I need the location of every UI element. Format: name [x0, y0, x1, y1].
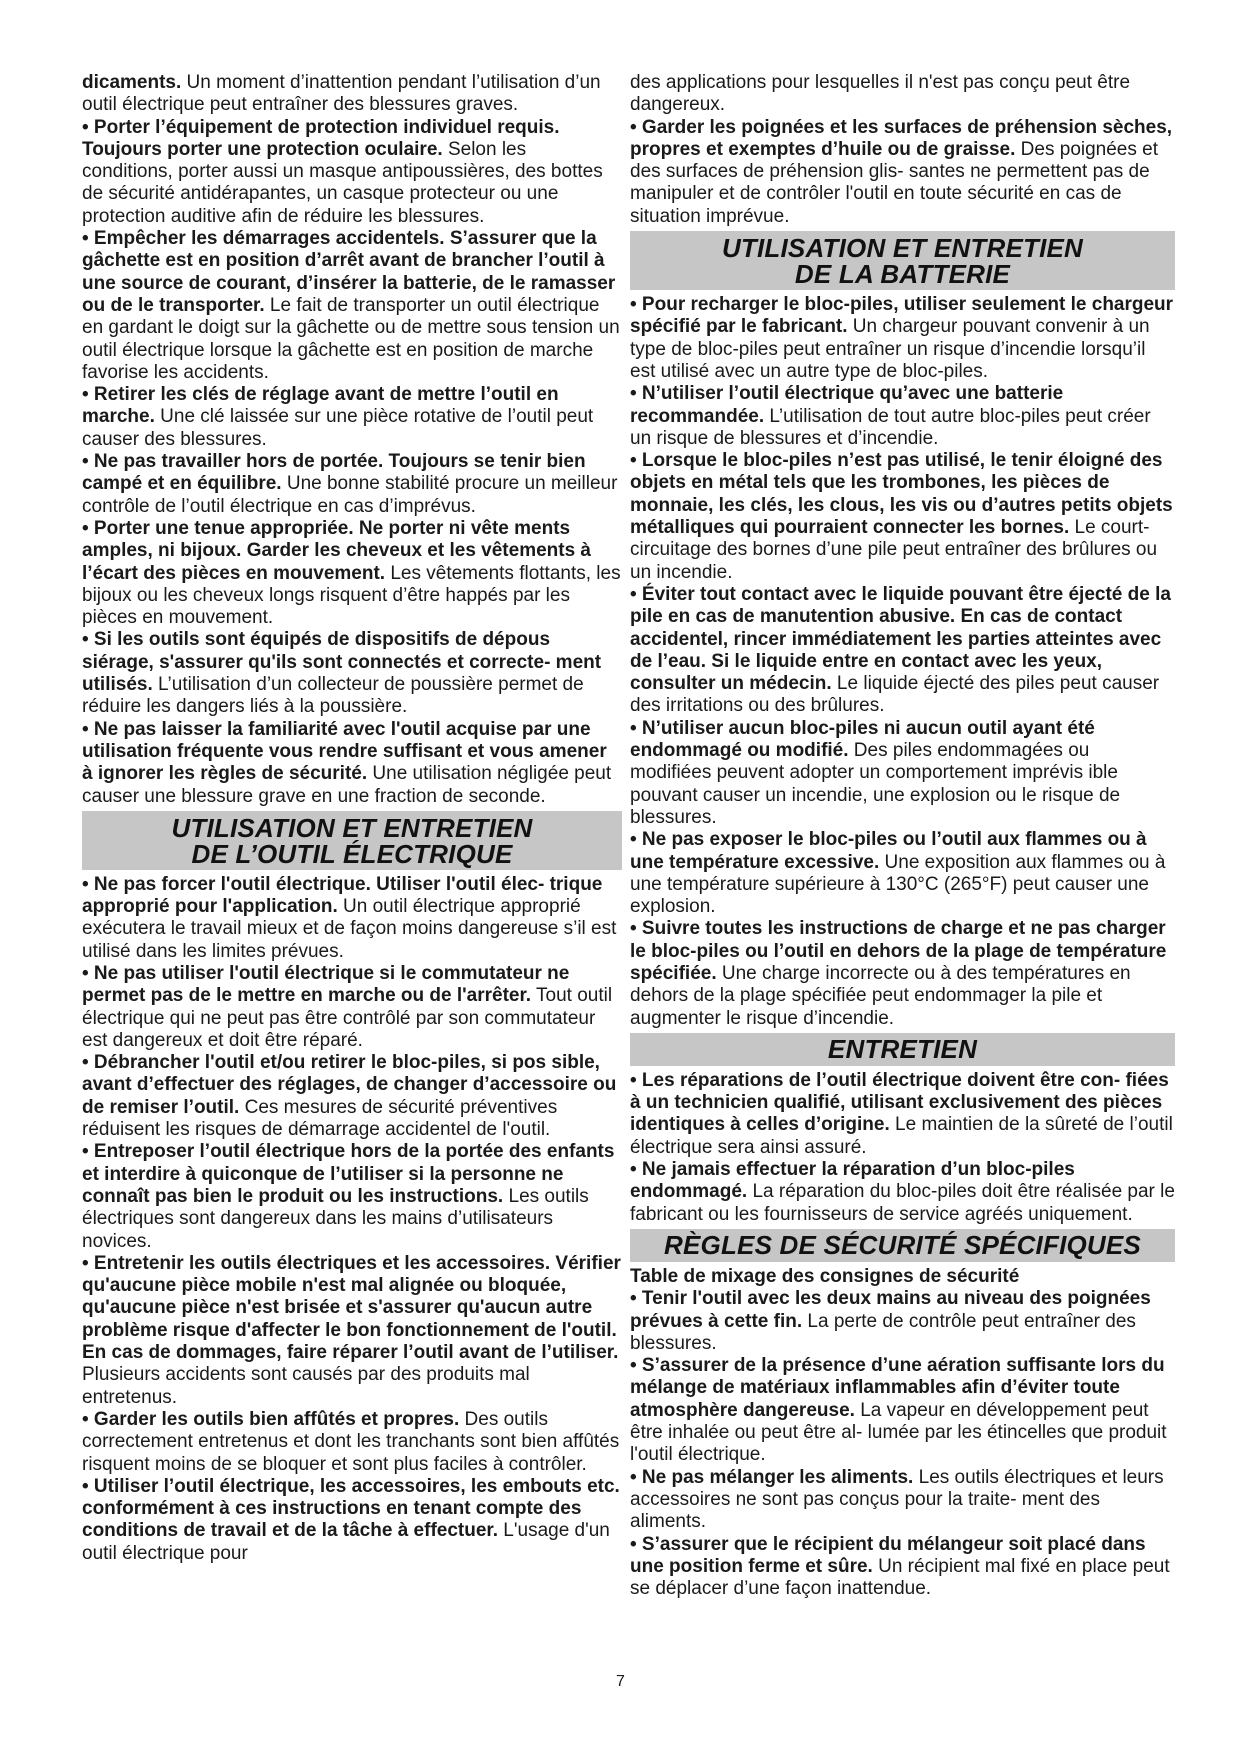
bullet-bold-text: • Retirer les clés de réglage avant de mettre l’outil en marche. [82, 384, 559, 428]
bullet-bold-text: • Si les outils sont équipés de dispositifs de dépous siérage, s'assurer qu'ils sont connectés et correcte- ment utilisés. [82, 629, 602, 696]
safety-bullet [82, 1141, 622, 1252]
safety-bullet [82, 1409, 622, 1476]
bullet-body-text: L’utilisation de tout autre bloc-piles peut créer un risque de blessures et d’incendie. [630, 405, 1151, 449]
safety-bullet [630, 1070, 1175, 1159]
bullet-body-text: Plusieurs accidents sont causés par des produits mal entretenus. [82, 1364, 530, 1408]
bullet-body-text: Un outil électrique approprié exécutera le travail mieux et de façon moins dangereuse s’il est utilisé dans les limites prévues. [82, 896, 617, 962]
bullet-body-text: La réparation du bloc-piles doit être réalisée par le fabricant ou les fournisseurs de service agréés uniquement. [630, 1181, 1175, 1225]
right-column [630, 72, 1175, 1600]
bullet-bold-text: • Ne jamais effectuer la réparation d’un bloc-piles endommagé. [630, 1159, 1075, 1203]
bullet-bold-text: • S’assurer de la présence d’une aération suffisante lors du mélange de matériaux inflammables afin d’éviter toute atmosphère dangereuse. [630, 1355, 1165, 1421]
bullet-bold-text: • Débrancher l'outil et/ou retirer le bloc-piles, si pos sible, avant d’effectuer des réglages, de changer d’accessoire ou de remiser l’outil. [82, 1052, 617, 1118]
bullet-bold-text: • Éviter tout contact avec le liquide pouvant être éjecté de la pile en cas de manutention abusive. En cas de contact accidentel, rincer immédiatement les parties atteintes avec de l’eau. Si le liquide entre en contact avec les yeux, consulter un médecin. [630, 583, 1171, 695]
safety-bullet [82, 719, 622, 808]
safety-bullet [630, 718, 1175, 829]
bullet-body-text: Le court-circuitage des bornes d’une pile peut entraîner des brûlures ou un incendie. [630, 517, 1158, 583]
bullet-bold-text: • Porter l’équipement de protection individuel requis. Toujours porter une protection oculaire. [82, 116, 560, 160]
bullet-bold-text: • Lorsque le bloc-piles n’est pas utilisé, le tenir éloigné des objets en métal tels que les trombones, les pièces de monnaie, les clés, les clous, les vis ou d’autres petits objets métalliques qui pourraient connecter les bornes. [630, 450, 1173, 539]
bullet-body-text: Une utilisation négligée peut causer une blessure grave en une fraction de seconde. [82, 763, 612, 807]
safety-bullet [630, 383, 1175, 450]
heading-tool-maintenance: UTILISATION ET ENTRETIEN DE L’OUTIL ÉLECTRIQUE [82, 811, 622, 870]
bullet-body-text: Ces mesures de sécurité préventives réduisent les risques de démarrage accidentel de l'outil. [82, 1096, 558, 1141]
safety-bullet [82, 1253, 622, 1409]
heading-maintenance: ENTRETIEN [630, 1033, 1175, 1066]
bullet-bold-text: • Entreposer l’outil électrique hors de la portée des enfants et interdire à quiconque de l’utiliser si la personne ne connaît pas bien le produit ou les instructions. [82, 1141, 615, 1207]
right-intro: des applications pour lesquelles il n'est pas conçu peut être dangereux. [630, 72, 1131, 116]
safety-bullet [82, 228, 622, 384]
bullet-bold-text: • Ne pas forcer l'outil électrique. Utiliser l'outil élec- trique approprié pour l'application. [82, 873, 603, 918]
safety-bullet [630, 1467, 1175, 1534]
left-intro: dicaments. Un moment d’inattention pendant l’utilisation d’un outil électrique peut entraîner des blessures graves. [82, 72, 601, 116]
safety-bullet [82, 518, 622, 629]
bullet-bold-text: • Ne pas exposer le bloc-piles ou l’outil aux flammes ou à une température excessive. [630, 829, 1147, 873]
safety-bullet [630, 1159, 1175, 1226]
safety-bullet [630, 1288, 1175, 1355]
safety-bullet [630, 294, 1175, 383]
bullet-bold-text: • Ne pas travailler hors de portée. Toujours se tenir bien campé et en équilibre. [82, 451, 586, 495]
bullet-bold-text: • Garder les outils bien affûtés et propres. [82, 1408, 460, 1430]
bullet-bold-text: • Empêcher les démarrages accidentels. S’assurer que la gâchette est en position d’arrêt avant de brancher l’outil à une source de courant, d’insérer la batterie, de le ramasser ou de le transporter. [82, 228, 616, 316]
bullet-body-text: Les outils électriques et leurs accessoires ne sont pas conçus pour la traite- ment des aliments. [630, 1466, 1164, 1533]
bullet-bold-text: • Entretenir les outils électriques et les accessoires. Vérifier qu'aucune pièce mobile n'est mal alignée ou bloquée, qu'aucune pièce n'est brisée et s'assurer qu'aucun autre problème risque d'affecter le bon fonctionnement de l'outil. En cas de dommages, faire réparer l’outil avant de l’utiliser. [82, 1252, 621, 1364]
bullet-body-text: Une clé laissée sur une pièce rotative de l’outil peut causer des blessures. [82, 406, 594, 450]
bullet-body-text: Selon les conditions, porter aussi un masque antipoussières, des bottes de sécurité antidérapantes, un casque protecteur ou une protection auditive afin de réduire les blessures. [82, 138, 603, 227]
safety-bullet [630, 1355, 1175, 1466]
safety-bullet [630, 1534, 1175, 1601]
safety-bullet [82, 963, 622, 1052]
bullet-bold-text: • N’utiliser aucun bloc-piles ni aucun outil ayant été endommagé ou modifié. [630, 717, 1095, 762]
bullet-body-text: Des piles endommagées ou modifiées peuvent adopter un comportement imprévis ible pouvant causer un incendie, une explosion ou le risque de blessures. [630, 740, 1121, 828]
safety-bullet [630, 117, 1175, 228]
bullet-body-text: L’utilisation d’un collecteur de poussière permet de réduire les dangers liés à la poussière. [82, 674, 584, 718]
bullet-bold-text: • N’utiliser l’outil électrique qu’avec une batterie recommandée. [630, 383, 1064, 427]
bullet-body-text: Le liquide éjecté des piles peut causer des irritations ou des brûlures. [630, 673, 1160, 717]
safety-bullet [82, 1476, 622, 1565]
bullet-body-text: Tout outil électrique qui ne peut pas être contrôlé par son commutateur est dangereux et doit être réparé. [82, 985, 613, 1051]
left-bullets-b [82, 874, 622, 1565]
heading-specific-rules: RÈGLES DE SÉCURITÉ SPÉCIFIQUES [630, 1229, 1175, 1262]
bullet-body-text: L'usage d'un outil électrique pour [82, 1520, 610, 1564]
bullet-body-text: Des poignées et des surfaces de préhension glis- santes ne permettent pas de manipuler et de contrôler l'outil en toute sécurité en cas de situation imprévue. [630, 138, 1158, 227]
bullet-body-text: Des outils correctement entretenus et dont les tranchants sont bien affûtés risquent moins de se bloquer et sont plus faciles à contrôler. [82, 1408, 620, 1475]
safety-bullet [82, 117, 622, 228]
bullet-bold-text: • Porter une tenue appropriée. Ne porter ni vête ments amples, ni bijoux. Garder les cheveux et les vêtements à l’écart des pièces en mouvement. [82, 517, 592, 584]
right-bullets-a [630, 117, 1175, 228]
bullet-body-text: Une charge incorrecte ou à des températures en dehors de la plage spécifiée peut endommager la pile et augmenter le risque d’incendie. [630, 962, 1131, 1029]
bullet-bold-text: • Tenir l'outil avec les deux mains au niveau des poignées prévues à cette fin. [630, 1288, 1151, 1332]
bullet-body-text: Les vêtements flottants, les bijoux ou les cheveux longs risquent d’être happés par les pièces en mouvement. [82, 562, 621, 629]
bullet-bold-text: • Garder les poignées et les surfaces de préhension sèches, propres et exemptes d’huile ou de graisse. [630, 116, 1173, 160]
safety-bullet [82, 451, 622, 518]
right-bullets-c [630, 1070, 1175, 1226]
bullet-bold-text: • Pour recharger le bloc-piles, utiliser seulement le chargeur spécifié par le fabricant. [630, 294, 1174, 338]
bullet-bold-text: • Ne pas mélanger les aliments. [630, 1466, 914, 1488]
right-bullets-b [630, 294, 1175, 1030]
safety-bullet [630, 918, 1175, 1029]
bullet-body-text: Un chargeur pouvant convenir à un type de bloc-piles peut entraîner un risque d’incendie lorsqu’il est utilisé avec un autre type de bloc-piles. [630, 316, 1150, 382]
bullet-body-text: Le fait de transporter un outil électrique en gardant le doigt sur la gâchette ou de mettre sous tension un outil électrique lorsque la gâchette est en position de marche favorise les accidents. [82, 294, 620, 383]
page-number: 7 [616, 1673, 625, 1690]
safety-bullet [82, 629, 622, 718]
safety-bullet [630, 829, 1175, 918]
left-column [82, 72, 622, 1565]
safety-bullet [82, 384, 622, 451]
bullet-body-text: Une exposition aux flammes ou à une température supérieure à 130°C (265°F) peut causer une explosion. [630, 851, 1166, 918]
bullet-bold-text: • Utiliser l’outil électrique, les accessoires, les embouts etc. conformément à ces instructions en tenant compte des conditions de travail et de la tâche à effectuer. [82, 1475, 620, 1542]
left-bullets-a [82, 117, 622, 808]
bullet-body-text: Une bonne stabilité procure un meilleur contrôle de l’outil électrique en cas d’imprévus. [82, 473, 618, 517]
heading-battery-maintenance: UTILISATION ET ENTRETIEN DE LA BATTERIE [630, 231, 1175, 290]
safety-bullet [630, 450, 1175, 584]
safety-bullet [82, 1052, 622, 1141]
bullet-bold-text: • Suivre toutes les instructions de charge et ne pas charger le bloc-piles ou l’outil en dehors de la plage de température spécifiée. [630, 918, 1167, 984]
safety-bullet [82, 874, 622, 963]
bullet-body-text: La perte de contrôle peut entraîner des blessures. [630, 1310, 1136, 1354]
safety-bullet [630, 584, 1175, 718]
bullet-body-text: La vapeur en développement peut être inhalée ou peut être al- lumée par les étincelles que produit l'outil électrique. [630, 1399, 1167, 1466]
table-title: Table de mixage des consignes de sécurité [630, 1265, 1020, 1287]
bullet-bold-text: • Ne pas laisser la familiarité avec l'outil acquise par une utilisation fréquente vous rendre suffisant et vous amener à ignorer les règles de sécurité. [82, 718, 607, 785]
bullet-bold-text: • S’assurer que le récipient du mélangeur soit placé dans une position ferme et sûre. [630, 1533, 1146, 1577]
bullet-body-text: Le maintien de la sûreté de l’outil électrique sera ainsi assuré. [630, 1114, 1173, 1158]
right-bullets-d [630, 1288, 1175, 1600]
bullet-bold-text: • Ne pas utiliser l'outil électrique si le commutateur ne permet pas de le mettre en marche ou de l'arrêter. [82, 962, 570, 1007]
bullet-body-text: Un récipient mal fixé en place peut se déplacer d’une façon inattendue. [630, 1555, 1170, 1600]
bullet-body-text: Les outils électriques sont dangereux dans les mains d’utilisateurs novices. [82, 1185, 589, 1252]
bullet-bold-text: • Les réparations de l’outil électrique doivent être con- fiées à un technicien qualifié, utilisant exclusivement des pièces identiques à celles d’origine. [630, 1069, 1169, 1136]
